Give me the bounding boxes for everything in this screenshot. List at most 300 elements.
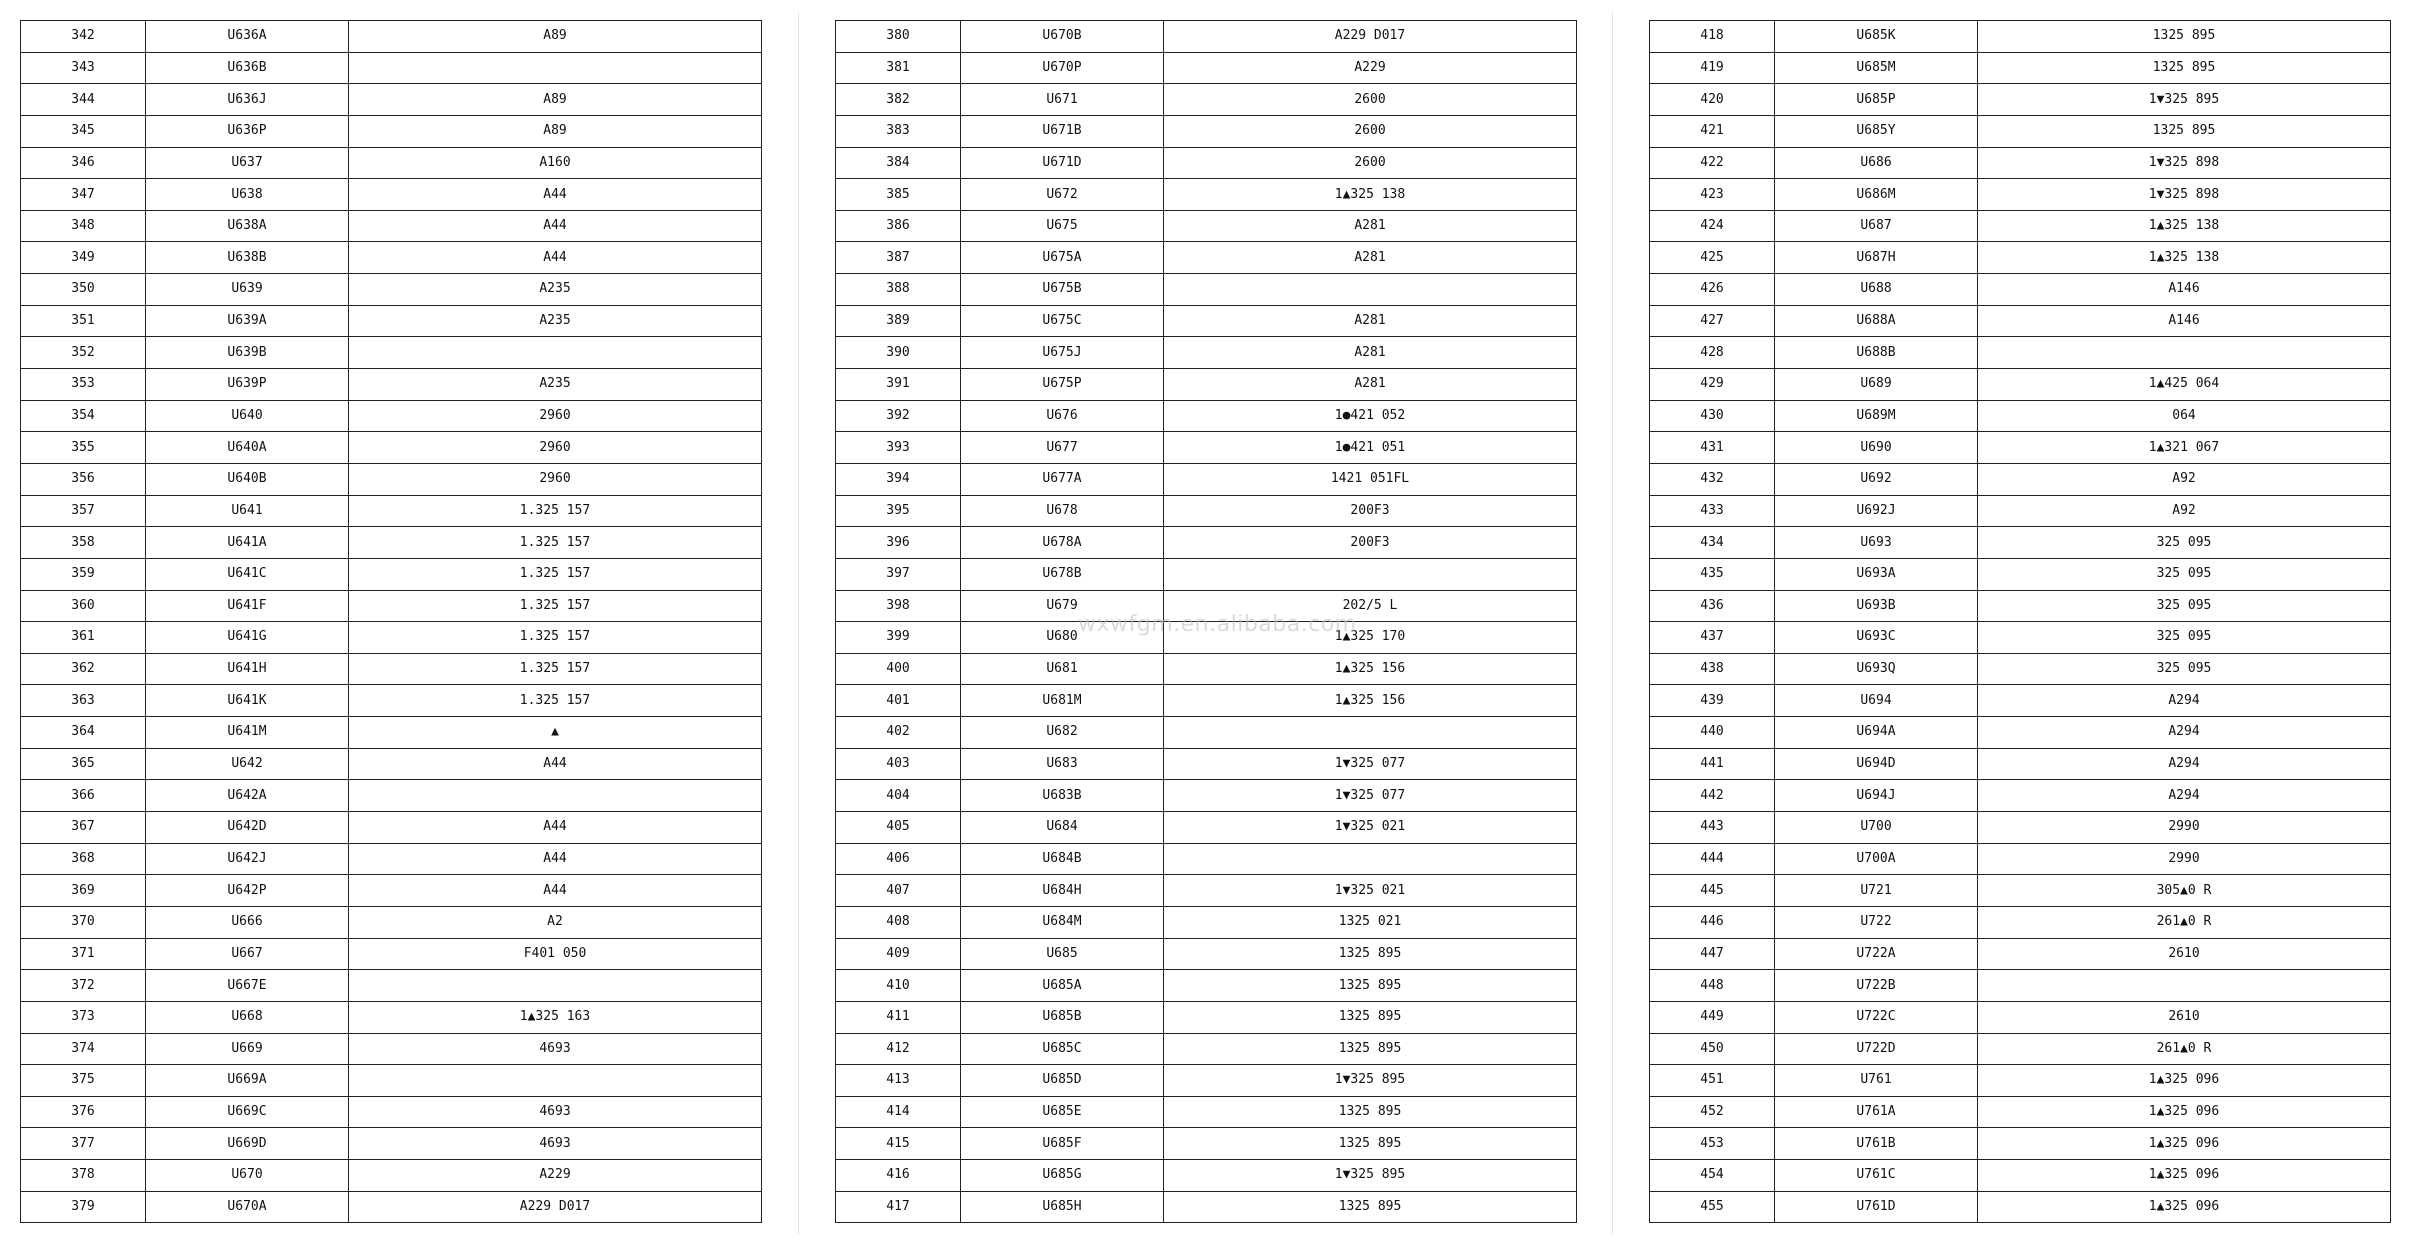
part-number-cell: U679 bbox=[961, 590, 1164, 622]
reference-code-cell: 2960 bbox=[349, 400, 762, 432]
table-row bbox=[1650, 305, 2391, 337]
row-number-cell: 450 bbox=[1650, 1033, 1775, 1065]
reference-code-cell: 1▲321 067 bbox=[1978, 432, 2391, 464]
table-row bbox=[836, 210, 1577, 242]
part-number-cell: U686 bbox=[1775, 147, 1978, 179]
part-number-cell: U685H bbox=[961, 1191, 1164, 1223]
row-number-cell: 384 bbox=[836, 147, 961, 179]
reference-code-cell: A229 bbox=[1164, 52, 1577, 84]
row-number-cell: 376 bbox=[21, 1096, 146, 1128]
table-row bbox=[1650, 1128, 2391, 1160]
reference-code-cell: 305▲0 R bbox=[1978, 875, 2391, 907]
reference-code-cell: A235 bbox=[349, 274, 762, 306]
table-row bbox=[1650, 84, 2391, 116]
table-row bbox=[21, 970, 762, 1002]
row-number-cell: 435 bbox=[1650, 558, 1775, 590]
table-row bbox=[21, 622, 762, 654]
row-number-cell: 434 bbox=[1650, 527, 1775, 559]
reference-code-cell: A229 D017 bbox=[349, 1191, 762, 1223]
part-number-cell: U675B bbox=[961, 274, 1164, 306]
reference-code-cell: A235 bbox=[349, 305, 762, 337]
part-number-cell: U641A bbox=[146, 527, 349, 559]
row-number-cell: 388 bbox=[836, 274, 961, 306]
part-number-cell: U688B bbox=[1775, 337, 1978, 369]
reference-code-cell: 1325 895 bbox=[1164, 970, 1577, 1002]
reference-code-cell bbox=[349, 970, 762, 1002]
row-number-cell: 385 bbox=[836, 179, 961, 211]
part-number-cell: U700 bbox=[1775, 812, 1978, 844]
row-number-cell: 346 bbox=[21, 147, 146, 179]
reference-code-cell: 1▲325 156 bbox=[1164, 685, 1577, 717]
table-row bbox=[836, 1128, 1577, 1160]
part-number-cell: U721 bbox=[1775, 875, 1978, 907]
reference-code-cell: A294 bbox=[1978, 748, 2391, 780]
row-number-cell: 416 bbox=[836, 1160, 961, 1192]
row-number-cell: 381 bbox=[836, 52, 961, 84]
table-row bbox=[836, 685, 1577, 717]
reference-code-cell: 2990 bbox=[1978, 812, 2391, 844]
reference-code-cell: 1▲325 138 bbox=[1978, 210, 2391, 242]
reference-code-cell bbox=[349, 780, 762, 812]
part-number-cell: U671 bbox=[961, 84, 1164, 116]
table-row bbox=[21, 210, 762, 242]
table-row bbox=[836, 653, 1577, 685]
part-number-cell: U694J bbox=[1775, 780, 1978, 812]
part-number-cell: U669A bbox=[146, 1065, 349, 1097]
reference-code-cell: 064 bbox=[1978, 400, 2391, 432]
part-number-cell: U639A bbox=[146, 305, 349, 337]
part-number-cell: U683B bbox=[961, 780, 1164, 812]
table-row bbox=[1650, 463, 2391, 495]
row-number-cell: 446 bbox=[1650, 906, 1775, 938]
table-row bbox=[836, 242, 1577, 274]
reference-code-cell: 1▲325 138 bbox=[1978, 242, 2391, 274]
table-row bbox=[21, 147, 762, 179]
part-number-cell: U694 bbox=[1775, 685, 1978, 717]
part-number-cell: U678B bbox=[961, 558, 1164, 590]
table-row bbox=[1650, 179, 2391, 211]
part-number-cell: U685E bbox=[961, 1096, 1164, 1128]
reference-code-cell: 1▼325 021 bbox=[1164, 812, 1577, 844]
table-row bbox=[1650, 369, 2391, 401]
part-number-cell: U694A bbox=[1775, 717, 1978, 749]
table-row bbox=[21, 1160, 762, 1192]
reference-code-cell: 1325 895 bbox=[1164, 1001, 1577, 1033]
table-row bbox=[1650, 1065, 2391, 1097]
table-row bbox=[21, 463, 762, 495]
row-number-cell: 364 bbox=[21, 717, 146, 749]
part-number-cell: U670B bbox=[961, 21, 1164, 53]
reference-code-cell: 1.325 157 bbox=[349, 685, 762, 717]
table-row bbox=[1650, 938, 2391, 970]
reference-code-cell: 2600 bbox=[1164, 115, 1577, 147]
table-row bbox=[1650, 337, 2391, 369]
part-number-cell: U638 bbox=[146, 179, 349, 211]
table-row bbox=[1650, 274, 2391, 306]
row-number-cell: 354 bbox=[21, 400, 146, 432]
row-number-cell: 452 bbox=[1650, 1096, 1775, 1128]
table-row bbox=[1650, 1191, 2391, 1223]
part-number-cell: U761A bbox=[1775, 1096, 1978, 1128]
table-row bbox=[836, 463, 1577, 495]
reference-code-cell: 1421 051FL bbox=[1164, 463, 1577, 495]
part-number-cell: U678A bbox=[961, 527, 1164, 559]
row-number-cell: 409 bbox=[836, 938, 961, 970]
reference-code-cell: F401 050 bbox=[349, 938, 762, 970]
row-number-cell: 448 bbox=[1650, 970, 1775, 1002]
part-number-cell: U641K bbox=[146, 685, 349, 717]
reference-code-cell: 325 095 bbox=[1978, 622, 2391, 654]
part-number-cell: U639P bbox=[146, 369, 349, 401]
part-number-cell: U684M bbox=[961, 906, 1164, 938]
table-row bbox=[21, 432, 762, 464]
part-number-cell: U639B bbox=[146, 337, 349, 369]
row-number-cell: 392 bbox=[836, 400, 961, 432]
table-row bbox=[836, 558, 1577, 590]
row-number-cell: 439 bbox=[1650, 685, 1775, 717]
part-number-cell: U640A bbox=[146, 432, 349, 464]
row-number-cell: 343 bbox=[21, 52, 146, 84]
reference-code-cell: 1325 895 bbox=[1978, 21, 2391, 53]
table-row bbox=[836, 1065, 1577, 1097]
reference-code-cell: 1.325 157 bbox=[349, 558, 762, 590]
table-row bbox=[21, 843, 762, 875]
table-row bbox=[21, 717, 762, 749]
part-number-cell: U672 bbox=[961, 179, 1164, 211]
reference-code-cell: 202/5 L bbox=[1164, 590, 1577, 622]
row-number-cell: 386 bbox=[836, 210, 961, 242]
reference-code-cell: A44 bbox=[349, 748, 762, 780]
table-row bbox=[836, 780, 1577, 812]
part-number-cell: U685K bbox=[1775, 21, 1978, 53]
row-number-cell: 445 bbox=[1650, 875, 1775, 907]
part-number-cell: U641M bbox=[146, 717, 349, 749]
row-number-cell: 433 bbox=[1650, 495, 1775, 527]
row-number-cell: 361 bbox=[21, 622, 146, 654]
table-row bbox=[836, 1096, 1577, 1128]
table-row bbox=[21, 84, 762, 116]
reference-code-cell: A89 bbox=[349, 21, 762, 53]
reference-code-cell: 1325 895 bbox=[1164, 1096, 1577, 1128]
table-row bbox=[836, 875, 1577, 907]
row-number-cell: 401 bbox=[836, 685, 961, 717]
table-row bbox=[836, 21, 1577, 53]
table-row bbox=[1650, 1160, 2391, 1192]
part-number-cell: U683 bbox=[961, 748, 1164, 780]
table-row bbox=[21, 1065, 762, 1097]
row-number-cell: 441 bbox=[1650, 748, 1775, 780]
table-row bbox=[1650, 1033, 2391, 1065]
reference-code-cell: 1▲425 064 bbox=[1978, 369, 2391, 401]
row-number-cell: 408 bbox=[836, 906, 961, 938]
part-number-cell: U642A bbox=[146, 780, 349, 812]
row-number-cell: 431 bbox=[1650, 432, 1775, 464]
row-number-cell: 402 bbox=[836, 717, 961, 749]
reference-code-cell: 1325 021 bbox=[1164, 906, 1577, 938]
reference-code-cell: 1325 895 bbox=[1164, 1033, 1577, 1065]
part-number-cell: U675J bbox=[961, 337, 1164, 369]
row-number-cell: 349 bbox=[21, 242, 146, 274]
part-number-cell: U722A bbox=[1775, 938, 1978, 970]
part-number-cell: U667 bbox=[146, 938, 349, 970]
part-number-cell: U681 bbox=[961, 653, 1164, 685]
row-number-cell: 407 bbox=[836, 875, 961, 907]
reference-code-cell: 1▲325 096 bbox=[1978, 1065, 2391, 1097]
reference-code-cell: 1▼325 895 bbox=[1164, 1160, 1577, 1192]
reference-code-cell: 2610 bbox=[1978, 938, 2391, 970]
part-number-cell: U641C bbox=[146, 558, 349, 590]
reference-code-cell: 1▲325 096 bbox=[1978, 1191, 2391, 1223]
part-number-cell: U689 bbox=[1775, 369, 1978, 401]
table-row bbox=[1650, 717, 2391, 749]
row-number-cell: 422 bbox=[1650, 147, 1775, 179]
row-number-cell: 369 bbox=[21, 875, 146, 907]
table-row bbox=[21, 1033, 762, 1065]
row-number-cell: 410 bbox=[836, 970, 961, 1002]
part-number-cell: U637 bbox=[146, 147, 349, 179]
reference-code-cell bbox=[349, 52, 762, 84]
reference-code-cell: A294 bbox=[1978, 780, 2391, 812]
part-number-cell: U685F bbox=[961, 1128, 1164, 1160]
table-row bbox=[1650, 812, 2391, 844]
table-row bbox=[1650, 432, 2391, 464]
part-number-cell: U693 bbox=[1775, 527, 1978, 559]
reference-code-cell bbox=[1164, 717, 1577, 749]
part-number-cell: U689M bbox=[1775, 400, 1978, 432]
table-row bbox=[1650, 970, 2391, 1002]
table-row bbox=[1650, 558, 2391, 590]
part-number-cell: U680 bbox=[961, 622, 1164, 654]
parts-table-1 bbox=[20, 20, 762, 1223]
reference-code-cell: ▲ bbox=[349, 717, 762, 749]
reference-code-cell: 1●421 051 bbox=[1164, 432, 1577, 464]
part-number-cell: U636B bbox=[146, 52, 349, 84]
part-number-cell: U636P bbox=[146, 115, 349, 147]
part-number-cell: U690 bbox=[1775, 432, 1978, 464]
part-number-cell: U693B bbox=[1775, 590, 1978, 622]
row-number-cell: 371 bbox=[21, 938, 146, 970]
row-number-cell: 360 bbox=[21, 590, 146, 622]
table-row bbox=[21, 558, 762, 590]
part-number-cell: U666 bbox=[146, 906, 349, 938]
table-row bbox=[21, 1191, 762, 1223]
part-number-cell: U685 bbox=[961, 938, 1164, 970]
part-number-cell: U667E bbox=[146, 970, 349, 1002]
reference-code-cell: 1325 895 bbox=[1164, 938, 1577, 970]
row-number-cell: 449 bbox=[1650, 1001, 1775, 1033]
table-row bbox=[836, 52, 1577, 84]
table-row bbox=[836, 337, 1577, 369]
table-row bbox=[1650, 1001, 2391, 1033]
table-row bbox=[21, 1128, 762, 1160]
table-row bbox=[836, 906, 1577, 938]
table-row bbox=[21, 1096, 762, 1128]
row-number-cell: 403 bbox=[836, 748, 961, 780]
row-number-cell: 383 bbox=[836, 115, 961, 147]
table-row bbox=[21, 748, 762, 780]
row-number-cell: 423 bbox=[1650, 179, 1775, 211]
row-number-cell: 404 bbox=[836, 780, 961, 812]
reference-code-cell: 1▼325 898 bbox=[1978, 147, 2391, 179]
reference-code-cell: A229 bbox=[349, 1160, 762, 1192]
row-number-cell: 451 bbox=[1650, 1065, 1775, 1097]
reference-code-cell: 1▲325 096 bbox=[1978, 1096, 2391, 1128]
row-number-cell: 367 bbox=[21, 812, 146, 844]
part-number-cell: U671D bbox=[961, 147, 1164, 179]
reference-code-cell: 2960 bbox=[349, 463, 762, 495]
part-number-cell: U669C bbox=[146, 1096, 349, 1128]
row-number-cell: 412 bbox=[836, 1033, 961, 1065]
row-number-cell: 356 bbox=[21, 463, 146, 495]
part-number-cell: U693Q bbox=[1775, 653, 1978, 685]
part-number-cell: U761C bbox=[1775, 1160, 1978, 1192]
reference-code-cell: A229 D017 bbox=[1164, 21, 1577, 53]
row-number-cell: 453 bbox=[1650, 1128, 1775, 1160]
part-number-cell: U761 bbox=[1775, 1065, 1978, 1097]
reference-code-cell bbox=[349, 337, 762, 369]
reference-code-cell: 1▼325 021 bbox=[1164, 875, 1577, 907]
part-number-cell: U685Y bbox=[1775, 115, 1978, 147]
row-number-cell: 427 bbox=[1650, 305, 1775, 337]
table-row bbox=[836, 843, 1577, 875]
reference-code-cell: A44 bbox=[349, 875, 762, 907]
part-number-cell: U693A bbox=[1775, 558, 1978, 590]
row-number-cell: 374 bbox=[21, 1033, 146, 1065]
table-row bbox=[836, 179, 1577, 211]
row-number-cell: 372 bbox=[21, 970, 146, 1002]
row-number-cell: 345 bbox=[21, 115, 146, 147]
row-number-cell: 344 bbox=[21, 84, 146, 116]
table-row bbox=[21, 179, 762, 211]
row-number-cell: 414 bbox=[836, 1096, 961, 1128]
row-number-cell: 418 bbox=[1650, 21, 1775, 53]
table-row bbox=[21, 875, 762, 907]
table-row bbox=[836, 400, 1577, 432]
table-row bbox=[21, 400, 762, 432]
table-row bbox=[1650, 622, 2391, 654]
row-number-cell: 437 bbox=[1650, 622, 1775, 654]
row-number-cell: 391 bbox=[836, 369, 961, 401]
table-row bbox=[21, 242, 762, 274]
part-number-cell: U668 bbox=[146, 1001, 349, 1033]
part-number-cell: U678 bbox=[961, 495, 1164, 527]
part-number-cell: U675A bbox=[961, 242, 1164, 274]
row-number-cell: 353 bbox=[21, 369, 146, 401]
reference-code-cell: A44 bbox=[349, 812, 762, 844]
reference-code-cell: A281 bbox=[1164, 369, 1577, 401]
row-number-cell: 394 bbox=[836, 463, 961, 495]
part-number-cell: U641 bbox=[146, 495, 349, 527]
part-number-cell: U636A bbox=[146, 21, 349, 53]
part-number-cell: U638B bbox=[146, 242, 349, 274]
table-row bbox=[836, 938, 1577, 970]
part-number-cell: U682 bbox=[961, 717, 1164, 749]
reference-code-cell: 1.325 157 bbox=[349, 590, 762, 622]
reference-code-cell: 2600 bbox=[1164, 84, 1577, 116]
row-number-cell: 395 bbox=[836, 495, 961, 527]
reference-code-cell: A160 bbox=[349, 147, 762, 179]
table-row bbox=[1650, 210, 2391, 242]
reference-code-cell: 1▼325 077 bbox=[1164, 780, 1577, 812]
reference-code-cell: 1▲325 138 bbox=[1164, 179, 1577, 211]
reference-code-cell: A44 bbox=[349, 210, 762, 242]
table-row bbox=[836, 432, 1577, 464]
row-number-cell: 415 bbox=[836, 1128, 961, 1160]
table-row bbox=[836, 369, 1577, 401]
part-number-cell: U700A bbox=[1775, 843, 1978, 875]
reference-code-cell bbox=[349, 1065, 762, 1097]
row-number-cell: 358 bbox=[21, 527, 146, 559]
part-number-cell: U638A bbox=[146, 210, 349, 242]
reference-code-cell: 200F3 bbox=[1164, 527, 1577, 559]
row-number-cell: 428 bbox=[1650, 337, 1775, 369]
part-number-cell: U669 bbox=[146, 1033, 349, 1065]
reference-code-cell: 1325 895 bbox=[1164, 1128, 1577, 1160]
column-divider bbox=[798, 12, 799, 1234]
reference-code-cell: 325 095 bbox=[1978, 558, 2391, 590]
part-number-cell: U677A bbox=[961, 463, 1164, 495]
part-number-cell: U642D bbox=[146, 812, 349, 844]
table-row bbox=[1650, 685, 2391, 717]
row-number-cell: 359 bbox=[21, 558, 146, 590]
reference-code-cell: 2610 bbox=[1978, 1001, 2391, 1033]
row-number-cell: 400 bbox=[836, 653, 961, 685]
part-number-cell: U642J bbox=[146, 843, 349, 875]
reference-code-cell: A89 bbox=[349, 84, 762, 116]
table-row bbox=[21, 115, 762, 147]
table-row bbox=[1650, 52, 2391, 84]
table-row bbox=[1650, 653, 2391, 685]
reference-code-cell: 1.325 157 bbox=[349, 527, 762, 559]
row-number-cell: 355 bbox=[21, 432, 146, 464]
table-row bbox=[21, 1001, 762, 1033]
row-number-cell: 454 bbox=[1650, 1160, 1775, 1192]
reference-code-cell: 1325 895 bbox=[1978, 52, 2391, 84]
row-number-cell: 429 bbox=[1650, 369, 1775, 401]
row-number-cell: 363 bbox=[21, 685, 146, 717]
table-row bbox=[21, 52, 762, 84]
part-number-cell: U681M bbox=[961, 685, 1164, 717]
table-row bbox=[1650, 400, 2391, 432]
row-number-cell: 442 bbox=[1650, 780, 1775, 812]
table-row bbox=[21, 906, 762, 938]
reference-code-cell: 261▲0 R bbox=[1978, 1033, 2391, 1065]
part-number-cell: U686M bbox=[1775, 179, 1978, 211]
row-number-cell: 368 bbox=[21, 843, 146, 875]
row-number-cell: 389 bbox=[836, 305, 961, 337]
row-number-cell: 426 bbox=[1650, 274, 1775, 306]
row-number-cell: 438 bbox=[1650, 653, 1775, 685]
reference-code-cell bbox=[1164, 274, 1577, 306]
row-number-cell: 352 bbox=[21, 337, 146, 369]
row-number-cell: 387 bbox=[836, 242, 961, 274]
table-row bbox=[21, 274, 762, 306]
table-row bbox=[1650, 748, 2391, 780]
table-row bbox=[1650, 147, 2391, 179]
reference-code-cell: A294 bbox=[1978, 717, 2391, 749]
table-row bbox=[836, 1001, 1577, 1033]
row-number-cell: 405 bbox=[836, 812, 961, 844]
reference-code-cell: A44 bbox=[349, 843, 762, 875]
table-row bbox=[1650, 527, 2391, 559]
reference-code-cell: 2600 bbox=[1164, 147, 1577, 179]
table-row bbox=[836, 84, 1577, 116]
reference-code-cell: 4693 bbox=[349, 1033, 762, 1065]
table-row bbox=[836, 527, 1577, 559]
part-number-cell: U685A bbox=[961, 970, 1164, 1002]
part-number-cell: U675P bbox=[961, 369, 1164, 401]
reference-code-cell: 1▲325 156 bbox=[1164, 653, 1577, 685]
